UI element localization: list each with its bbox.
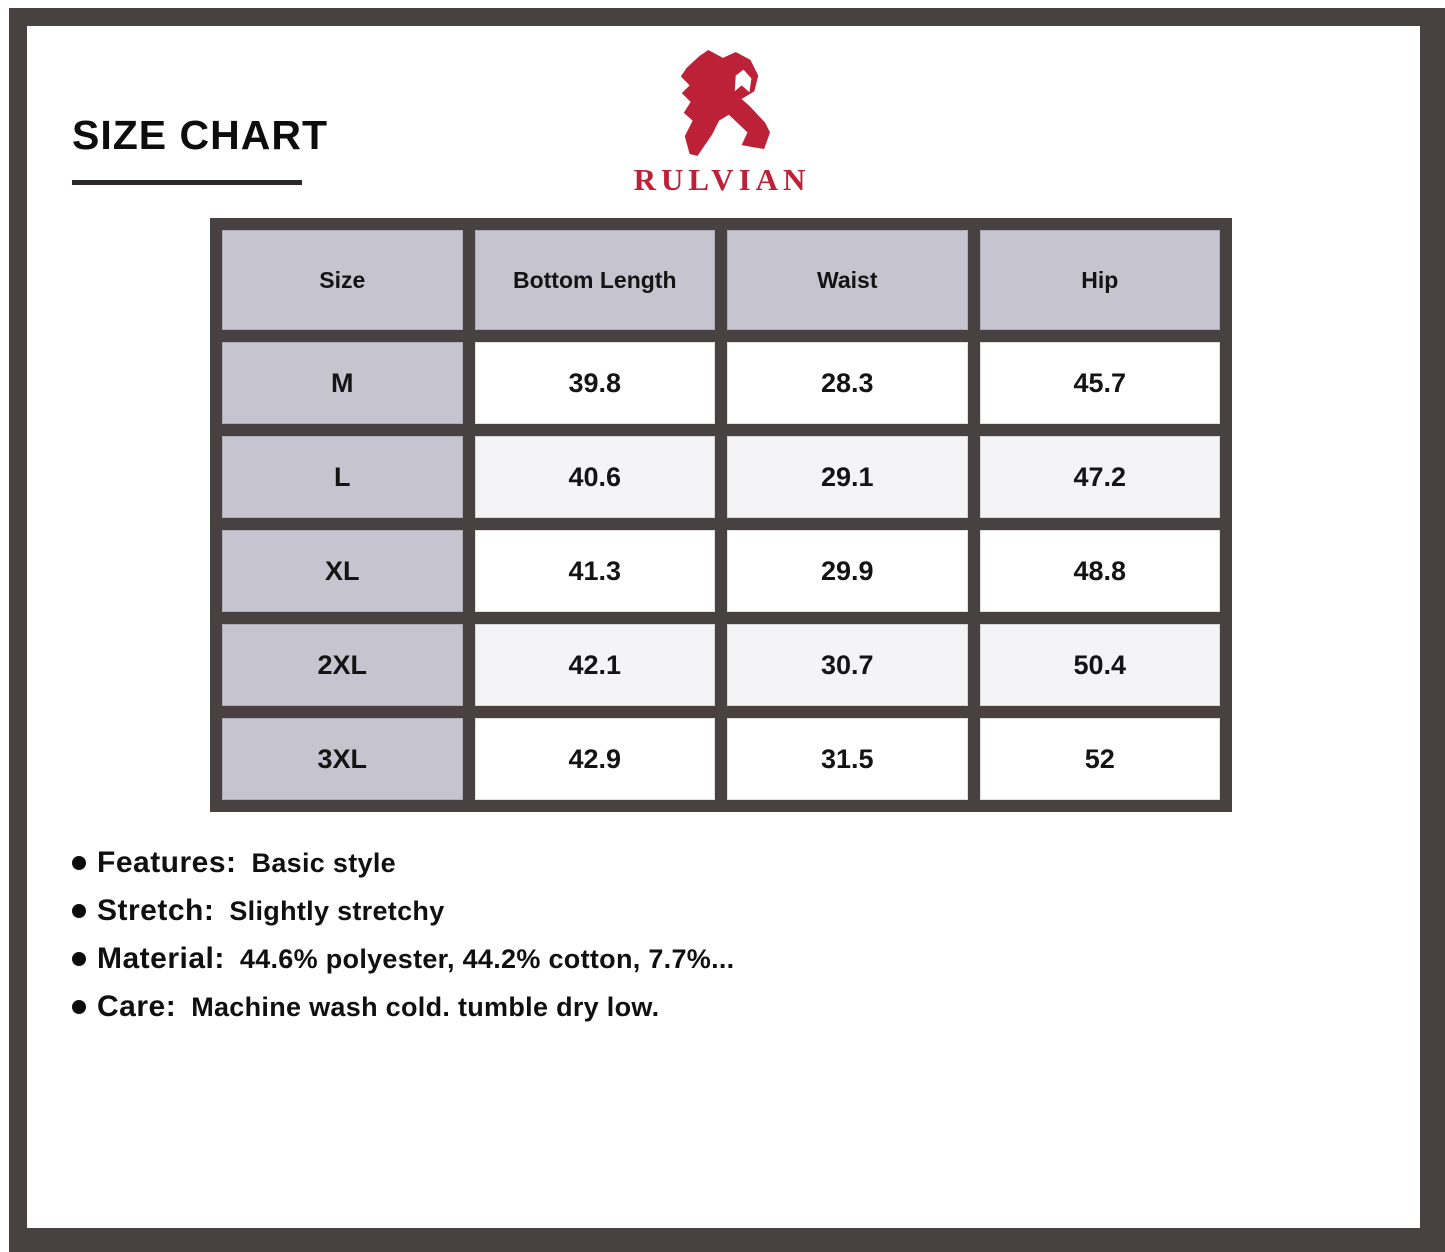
value-cell: 52 [980, 718, 1221, 800]
value-cell: 40.6 [475, 436, 716, 518]
value-cell: 50.4 [980, 624, 1221, 706]
detail-label: Care: [97, 990, 177, 1023]
value-cell: 45.7 [980, 342, 1221, 424]
value-cell: 30.7 [727, 624, 968, 706]
value-cell: 29.1 [727, 436, 968, 518]
bullet-icon [72, 952, 86, 966]
size-cell: L [222, 436, 463, 518]
detail-value: Slightly stretchy [229, 896, 445, 926]
bullet-icon [72, 1000, 86, 1014]
value-cell: 39.8 [475, 342, 716, 424]
page-title: SIZE CHART [72, 112, 328, 158]
value-cell: 29.9 [727, 530, 968, 612]
detail-label: Stretch: [97, 894, 215, 927]
detail-item-features [72, 846, 734, 880]
value-cell: 42.1 [475, 624, 716, 706]
detail-item-care [72, 990, 734, 1024]
detail-label: Features: [97, 846, 237, 879]
column-header-bottom-length: Bottom Length [475, 230, 716, 330]
brand-logo [572, 44, 872, 198]
detail-label: Material: [97, 942, 225, 975]
brand-r-monogram-icon [673, 44, 771, 160]
title-underline [72, 180, 302, 185]
detail-item-stretch [72, 894, 734, 928]
brand-wordmark: RULVIAN [633, 162, 811, 197]
size-cell: 3XL [222, 718, 463, 800]
detail-value: Machine wash cold. tumble dry low. [191, 992, 660, 1022]
value-cell: 41.3 [475, 530, 716, 612]
value-cell: 28.3 [727, 342, 968, 424]
value-cell: 47.2 [980, 436, 1221, 518]
detail-item-material [72, 942, 734, 976]
column-header-hip: Hip [980, 230, 1221, 330]
product-details-list [72, 846, 734, 1038]
detail-value: 44.6% polyester, 44.2% cotton, 7.7%... [239, 944, 735, 974]
value-cell: 42.9 [475, 718, 716, 800]
column-header-waist: Waist [727, 230, 968, 330]
bullet-icon [72, 856, 86, 870]
bullet-icon [72, 904, 86, 918]
value-cell: 31.5 [727, 718, 968, 800]
column-header-size: Size [222, 230, 463, 330]
value-cell: 48.8 [980, 530, 1221, 612]
size-chart-table [210, 218, 1232, 812]
size-cell: XL [222, 530, 463, 612]
size-cell: M [222, 342, 463, 424]
detail-value: Basic style [251, 848, 396, 878]
size-cell: 2XL [222, 624, 463, 706]
